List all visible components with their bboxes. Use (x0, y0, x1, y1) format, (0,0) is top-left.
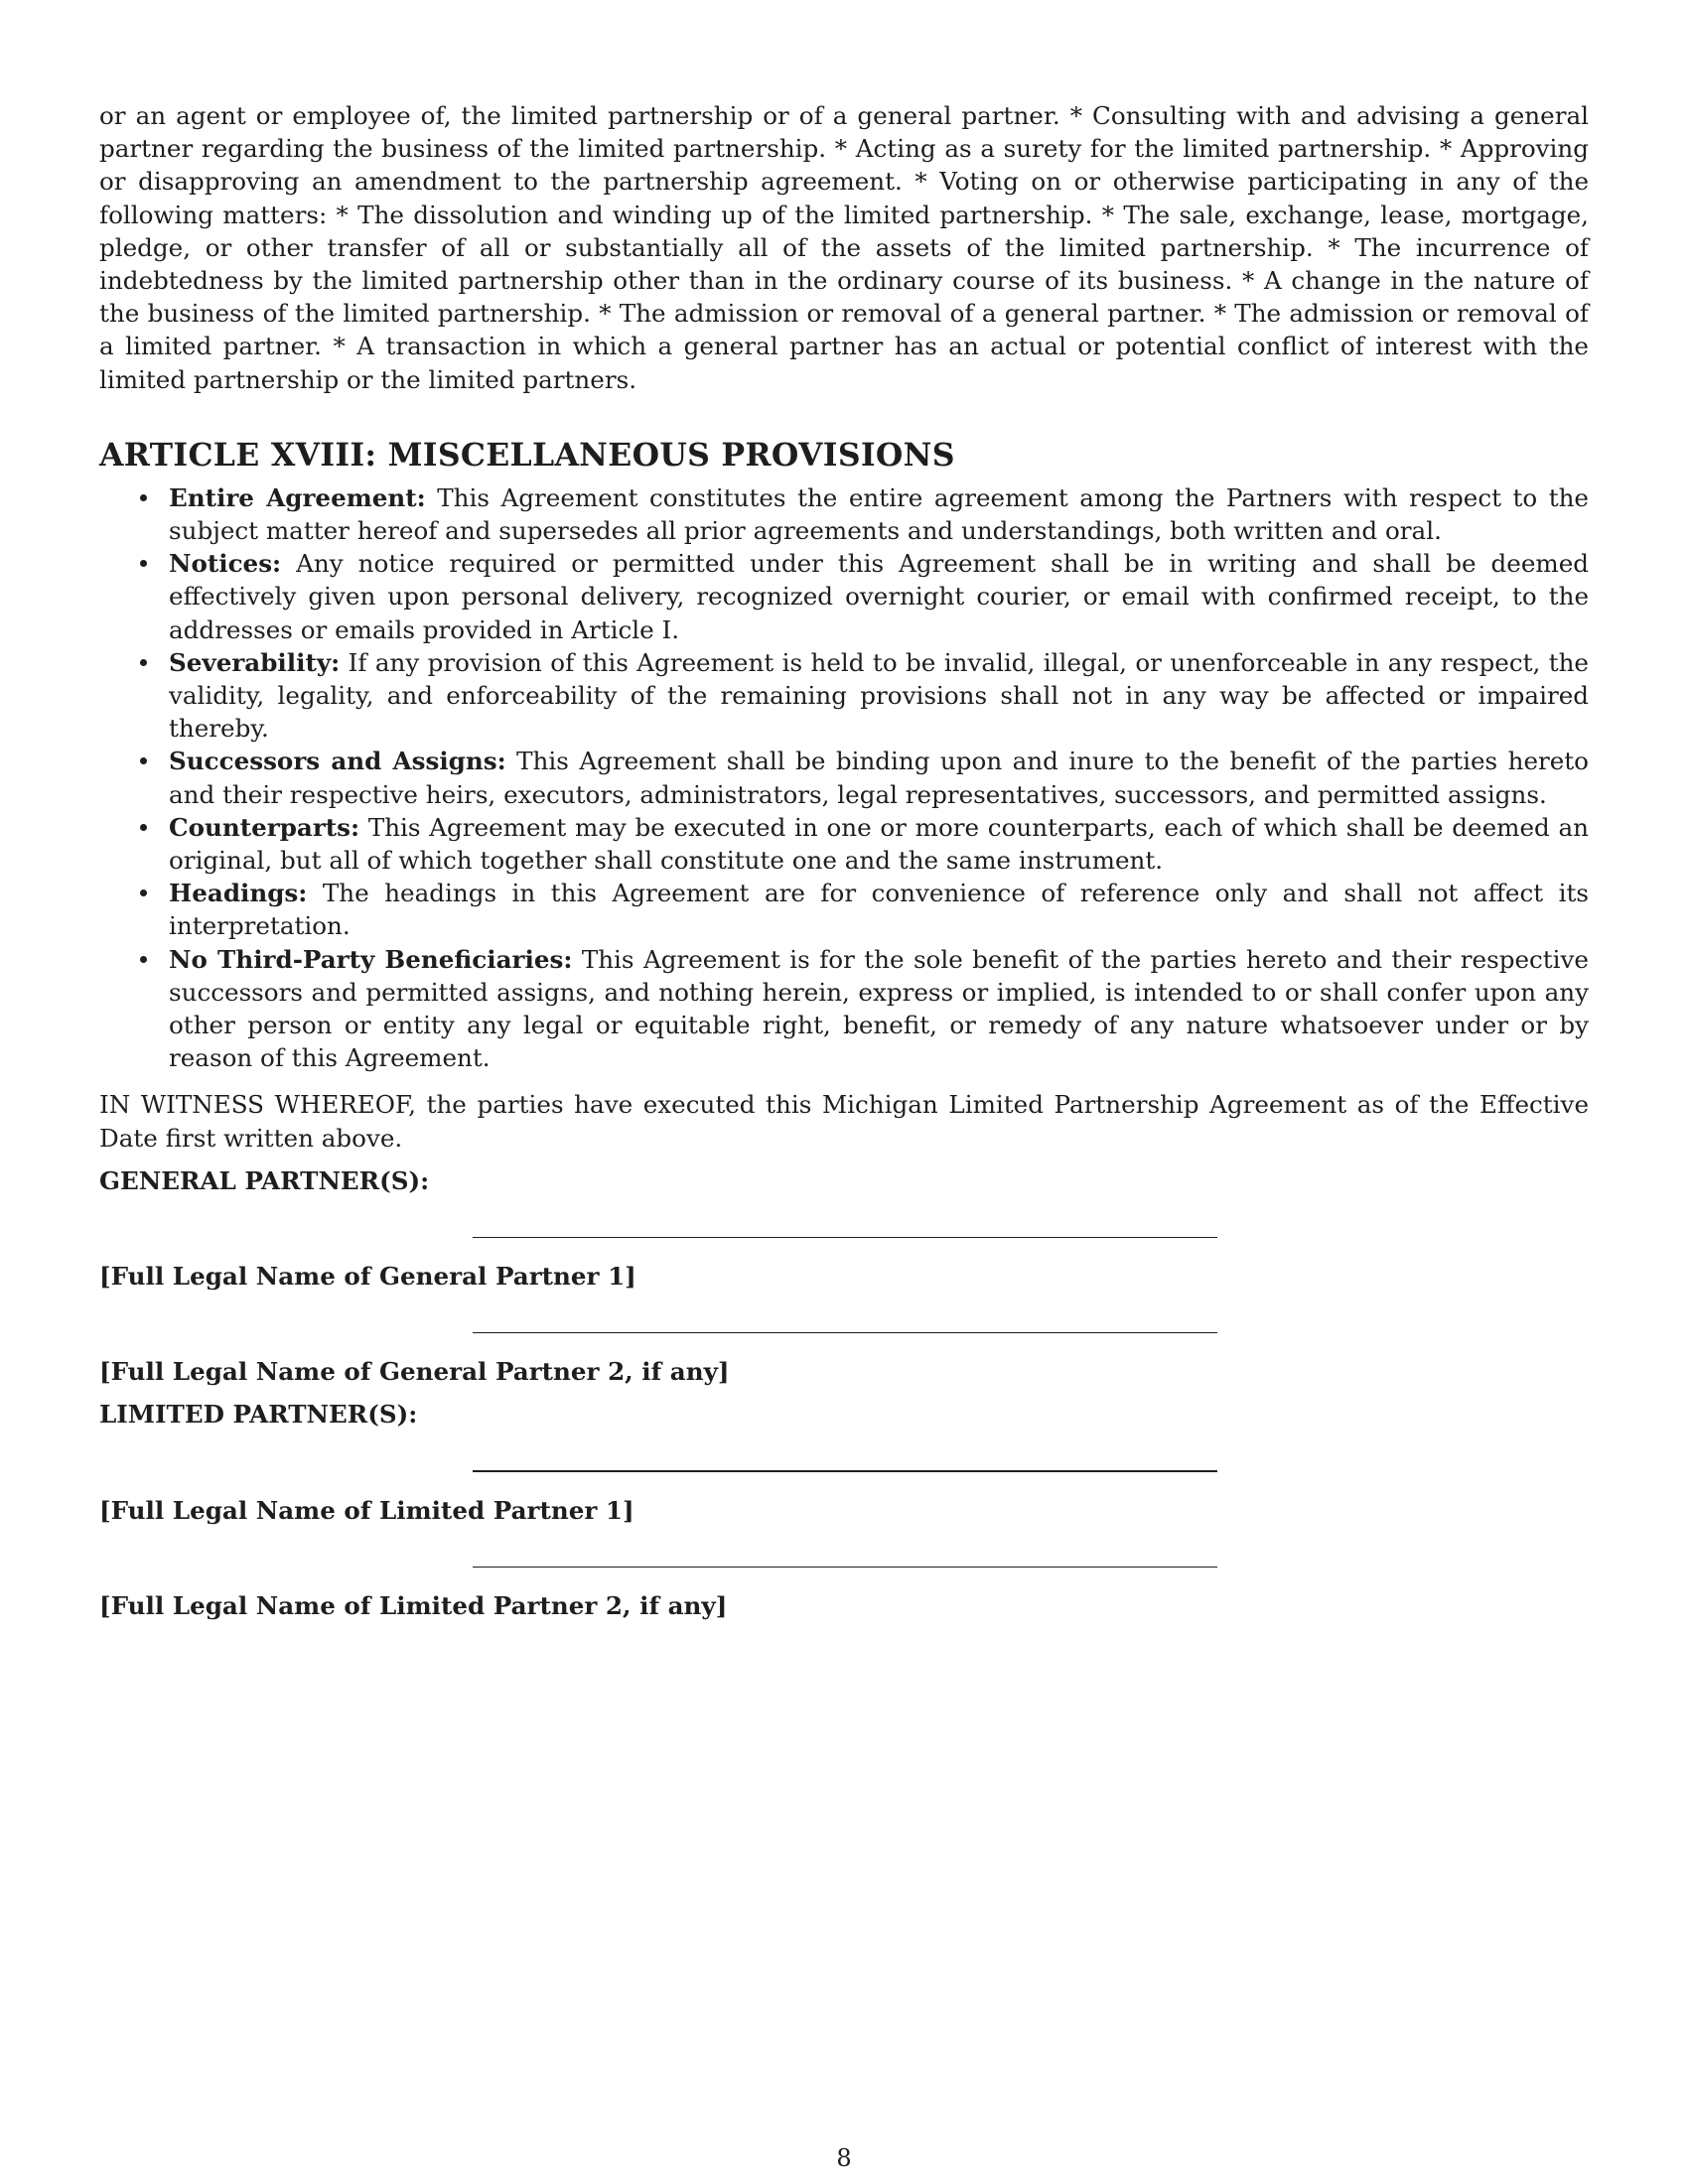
intro-paragraph: or an agent or employee of, the limited partnership or of a general partner. * Consulting with and advising a general partner regarding the business of the limited partnership. * Acting as a surety for the limited partnership. * Approving or disapproving an amendment to the partnership agreement. * Voting on or otherwise participating in any of the following matters: * The dissolution and winding up of the limited partnership. * The sale, exchange, lease, mortgage, pledge, or other transfer of all or substantially all of the assets of the limited partnership. * The incurrence of indebtedness by the limited partnership other than in the ordinary course of its business. * A change in the nature of the business of the limited partnership. * The admission or removal of a general partner. * The admission or removal of a limited partner. * A transaction in which a general partner has an actual or potential conflict of interest with the limited partnership or the limited partners. (99, 101, 1589, 394)
provision-text: This Agreement constitutes the entire agreement among the Partners with respect to the subject matter hereof and supersedes all prior agreements and understandings, both written and oral. (169, 482, 1589, 546)
signatory-name: [Full Legal Name of Limited Partner 1] (99, 1495, 634, 1525)
signature-block (99, 1332, 1589, 1388)
list-item (169, 811, 1589, 877)
list-item (169, 877, 1589, 942)
witness-clause: IN WITNESS WHEREOF, the parties have executed this Michigan Limited Partnership Agreement as of the Effective Date first written above. (99, 1090, 1589, 1153)
provision-term: Entire Agreement: (169, 482, 426, 512)
document-page (99, 99, 1589, 1622)
list-item (169, 646, 1589, 746)
provision-text: This Agreement shall be binding upon and inure to the benefit of the parties hereto and their respective heirs, executors, administrators, legal representatives, successors, and permitted assigns. (169, 747, 1589, 809)
signature-line[interactable] (473, 1567, 1217, 1568)
provision-term: Severability: (169, 647, 341, 677)
provision-term: Headings: (169, 879, 308, 908)
article-heading: ARTICLE XVIII: MISCELLANEOUS PROVISIONS (99, 436, 955, 474)
signatory-name: [Full Legal Name of Limited Partner 2, if any] (99, 1590, 728, 1620)
bullet-icon (140, 757, 147, 764)
bullet-icon (140, 956, 147, 963)
signature-block (99, 1470, 1589, 1527)
signatory-name: [Full Legal Name of General Partner 2, if any] (99, 1356, 730, 1386)
signatory-name: [Full Legal Name of General Partner 1] (99, 1261, 636, 1291)
bullet-icon (140, 889, 147, 896)
limited-partners-label: LIMITED PARTNER(S): (99, 1399, 418, 1429)
signature-block (99, 1567, 1589, 1622)
bullet-icon (140, 659, 147, 666)
provision-term: Notices: (169, 549, 282, 579)
general-partners-label: GENERAL PARTNER(S): (99, 1165, 430, 1195)
provision-term: Counterparts: (169, 812, 360, 842)
signature-line[interactable] (473, 1332, 1217, 1333)
provision-text: The headings in this Agreement are for convenience of reference only and shall not affect its interpretation. (169, 879, 1590, 941)
provisions-list (99, 481, 1589, 1075)
provision-text: This Agreement is for the sole benefit of the parties hereto and their respective successors and permitted assigns, and nothing herein, express or implied, is intended to or shall confer upon any other person or entity any legal or equitable right, benefit, or remedy of any nature whatsoever under or by reason of this Agreement. (169, 944, 1589, 1073)
bullet-icon (140, 824, 147, 831)
provision-term: No Third-Party Beneficiaries: (169, 944, 573, 974)
provision-text: This Agreement may be executed in one or more counterparts, each of which shall be deemed an original, but all of which together shall constitute one and the same instrument. (169, 812, 1589, 876)
list-item (169, 943, 1589, 1075)
provision-term: Successors and Assigns: (169, 747, 506, 776)
bullet-icon (140, 560, 147, 567)
signature-line[interactable] (473, 1237, 1217, 1238)
list-item (169, 547, 1589, 646)
page-number: 8 (836, 2144, 852, 2172)
signature-line[interactable] (473, 1470, 1217, 1472)
signature-block (99, 1237, 1589, 1293)
list-item (169, 745, 1589, 810)
bullet-icon (140, 494, 147, 501)
list-item (169, 481, 1589, 547)
provision-text: Any notice required or permitted under this Agreement shall be in writing and shall be deemed effectively given upon personal delivery, recognized overnight courier, or email with confirmed receipt, to the addresses or emails provided in Article I. (169, 549, 1589, 644)
provision-text: If any provision of this Agreement is held to be invalid, illegal, or unenforceable in any respect, the validity, legality, and enforceability of the remaining provisions shall not in any way be affected or impaired thereby. (169, 647, 1589, 744)
